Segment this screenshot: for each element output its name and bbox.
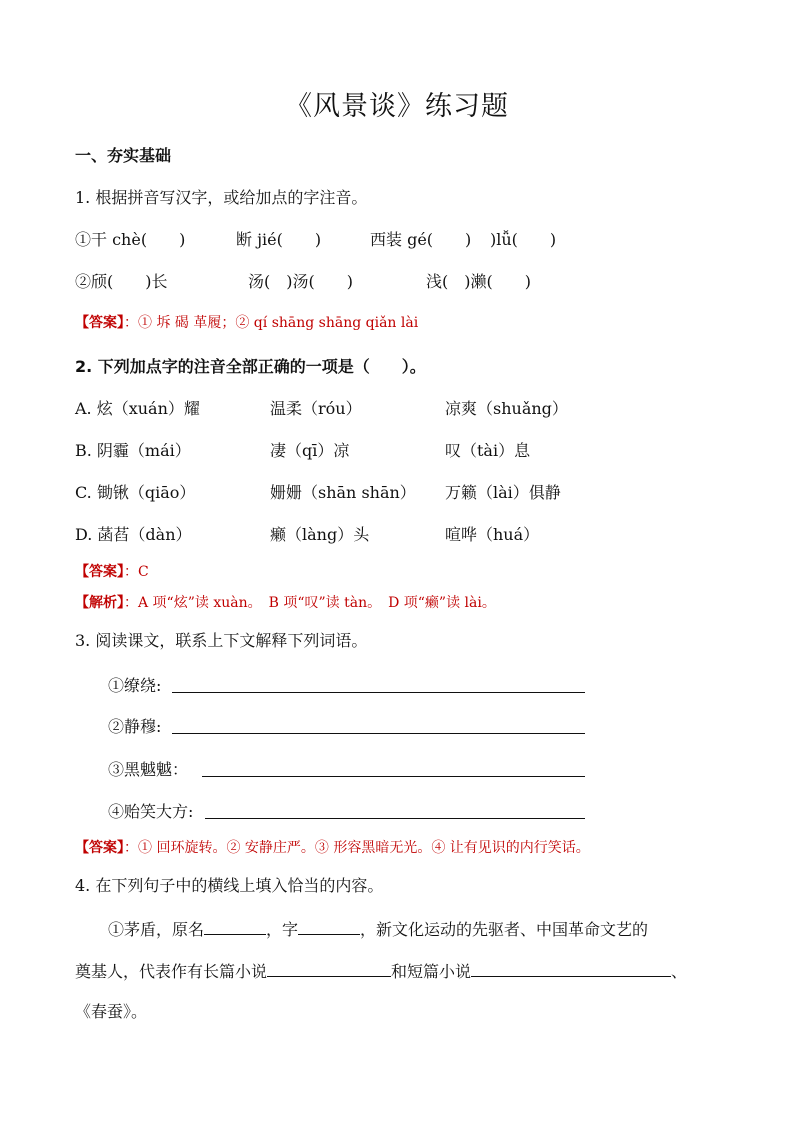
q2-option-c-2: 姗姗（shān shān） — [270, 483, 416, 502]
q2-option-d-3: 喧哗（huá） — [445, 525, 540, 544]
q3-item-label: ①缭绕: — [108, 676, 162, 695]
fill-blank[interactable] — [267, 960, 391, 977]
q3-answer — [75, 838, 590, 858]
q2-answer — [75, 562, 149, 582]
answer-text: ：C — [124, 564, 149, 580]
q1-prompt: 1. 根据拼音写汉字，或给加点的字注音。 — [75, 188, 368, 207]
q4-sentence-line1 — [108, 918, 648, 940]
q3-item-label: ④贻笑大方: — [108, 802, 194, 821]
q3-item-label: ②静穆: — [108, 717, 162, 736]
q3-prompt: 3. 阅读课文，联系上下文解释下列词语。 — [75, 631, 368, 650]
q2-option-a-2: 温柔（róu） — [270, 399, 362, 418]
q4-prompt: 4. 在下列句子中的横线上填入恰当的内容。 — [75, 876, 384, 895]
q3-answer-line — [205, 818, 585, 819]
q2-option-d-2: 癞（làng）头 — [270, 525, 370, 544]
q1-answer — [75, 313, 418, 333]
q2-option-b-3: 叹（tài）息 — [445, 441, 531, 460]
q1-row2-item: 汤( )汤( ) — [248, 272, 353, 291]
q4-text: ，新文化运动的先驱者、中国革命文艺的 — [360, 920, 649, 939]
q3-answer-line — [172, 692, 585, 693]
analysis-text: ：A 项“炫”读 xuàn。 B 项“叹”读 tàn。 D 项“癞”读 lài。 — [124, 595, 496, 611]
q1-row2-item: 浅( )濑( ) — [426, 272, 531, 291]
q2-option-d-1: D. 菡萏（dàn） — [75, 525, 192, 544]
q1-row1-item: )lǚ( ) — [490, 230, 557, 249]
q2-option-a-3: 凉爽（shuǎng） — [445, 399, 568, 418]
answer-text: ：① 回环旋转。② 安静庄严。③ 形容黑暗无光。④ 让有见识的内行笑话。 — [124, 840, 590, 856]
answer-tag: 【答案】 — [75, 315, 124, 331]
fill-blank[interactable] — [298, 918, 360, 935]
q2-option-b-2: 凄（qī）凉 — [270, 441, 350, 460]
section-heading: 一、夯实基础 — [75, 146, 172, 165]
q1-row1-item: 断 jié( ) — [236, 230, 322, 249]
q4-text: 和短篇小说 — [391, 962, 472, 981]
q4-text: ，字 — [266, 920, 299, 939]
q1-row1-item: ①干 chè( ) — [75, 230, 186, 249]
q1-row1-item: 西装 gé( ) — [370, 230, 472, 249]
answer-text: ：① 坼 碣 革履；② qí shāng shāng qiǎn lài — [124, 315, 419, 331]
analysis-tag: 【解析】 — [75, 595, 124, 611]
q4-text: 奠基人，代表作有长篇小说 — [75, 962, 268, 981]
q2-prompt: 2. 下列加点字的注音全部正确的一项是（ ）。 — [75, 357, 426, 376]
q2-option-c-1: C. 锄锹（qiāo） — [75, 483, 196, 502]
q3-item-label: ③黑魆魆： — [108, 760, 189, 779]
answer-tag: 【答案】 — [75, 564, 124, 580]
fill-blank[interactable] — [471, 960, 671, 977]
q4-text: ①茅盾，原名 — [108, 920, 205, 939]
q2-option-a-1: A. 炫（xuán）耀 — [75, 399, 200, 418]
q2-analysis — [75, 593, 496, 613]
page-title: 《风景谈》练习题 — [285, 91, 509, 122]
q2-option-c-3: 万籁（lài）俱静 — [445, 483, 561, 502]
q4-sentence-line2 — [75, 960, 687, 982]
q3-answer-line — [172, 733, 585, 734]
q1-row2-item: ②颀( )长 — [75, 272, 168, 291]
q2-option-b-1: B. 阴霾（mái） — [75, 441, 191, 460]
fill-blank[interactable] — [204, 918, 266, 935]
q3-answer-line — [202, 776, 585, 777]
answer-tag: 【答案】 — [75, 840, 124, 856]
q4-text: 、 — [671, 962, 688, 981]
q4-sentence-line3: 《春蚕》。 — [75, 1002, 148, 1021]
